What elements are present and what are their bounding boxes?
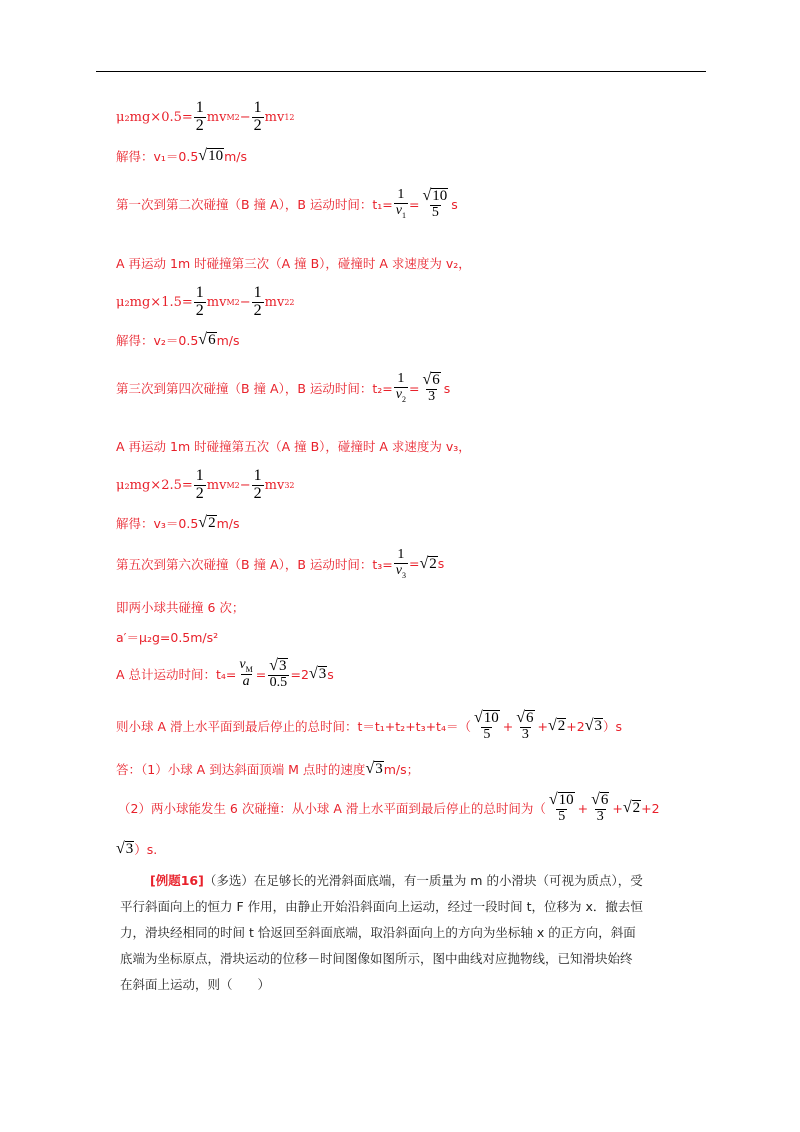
third-collision: A 再运动 1m 时碰撞第三次（A 撞 B），碰撞时 A 求速度为 v₂，	[116, 256, 471, 271]
answer-2: （2）两小球能发生 6 次碰撞：从小球 A 滑上水平面到最后停止的总时间为（ √ 10 5 + √ 6 3 + √ 2 +2	[118, 791, 660, 824]
example-tag: [例题16]	[150, 873, 204, 888]
equation-energy-1: μ₂mg×0.5= $\frac{1}{2}$ mv M 2 − $\frac{1}{2}$ mv 1 2	[116, 99, 295, 134]
answer-2-continued: √ 3 ）s.	[116, 840, 158, 858]
time-t2: 第三次到第四次碰撞（B 撞 A），B 运动时间：t₂= $\frac{1}{v_2}$ = √ 6 3 s	[116, 371, 451, 404]
header-rule	[96, 71, 706, 72]
total-time: 则小球 A 滑上水平面到最后停止的总时间：t＝t₁+t₂+t₃+t₄＝（ √ 10 5 + √ 6 3 + √ 2 +2 √ 3 ）s	[116, 709, 623, 742]
solution-v1: 解得：v₁＝0.5 √ 10 m/s	[116, 147, 247, 165]
collision-count: 即两小球共碰撞 6 次；	[116, 600, 245, 615]
time-t1: 第一次到第二次碰撞（B 撞 A），B 运动时间：t₁= $\frac{1}{v_1}$ = √ 10 5 s	[116, 187, 458, 220]
time-t4: A 总计运动时间：t₄= $\frac{v_M}{a}$ = √ 3 0.5 =2 √ 3 s	[116, 657, 334, 690]
solution-v2: 解得：v₂＝0.5 √ 6 m/s	[116, 331, 240, 349]
time-t3: 第五次到第六次碰撞（B 撞 A），B 运动时间：t₃= $\frac{1}{v_3}$ = √ 2 s	[116, 547, 445, 580]
fifth-collision: A 再运动 1m 时碰撞第五次（A 撞 B），碰撞时 A 求速度为 v₃，	[116, 439, 471, 454]
equation-energy-2: μ₂mg×1.5= $\frac{1}{2}$ mv M 2 − $\frac{1}{2}$ mv 2 2	[116, 284, 295, 319]
solution-v3: 解得：v₃＝0.5 √ 2 m/s	[116, 514, 240, 532]
answer-1: 答：（1）小球 A 到达斜面顶端 M 点时的速度 √ 3 m/s；	[116, 760, 420, 778]
example-16: [例题16]（多选）在足够长的光滑斜面底端，有一质量为 m 的小滑块（可视为质点），受 平行斜面向上的恒力 F 作用，由静止开始沿斜面向上运动，经过一段时间 t，位移为 x．撤去恒 力，滑块经相同的时间 t 恰返回至斜面底端，取沿斜面向上的方向为坐标轴 x 的正方向，斜面 底端为坐标原点，滑块运动的位移－时间图像如图所示，图中曲线对应抛物线，已知滑块始终 在斜面上运动，则（ ）	[120, 873, 643, 992]
deceleration: a′＝μ₂g=0.5m/s²	[116, 630, 219, 645]
equation-energy-3: μ₂mg×2.5= $\frac{1}{2}$ mv M 2 − $\frac{1}{2}$ mv 3 2	[116, 467, 295, 502]
